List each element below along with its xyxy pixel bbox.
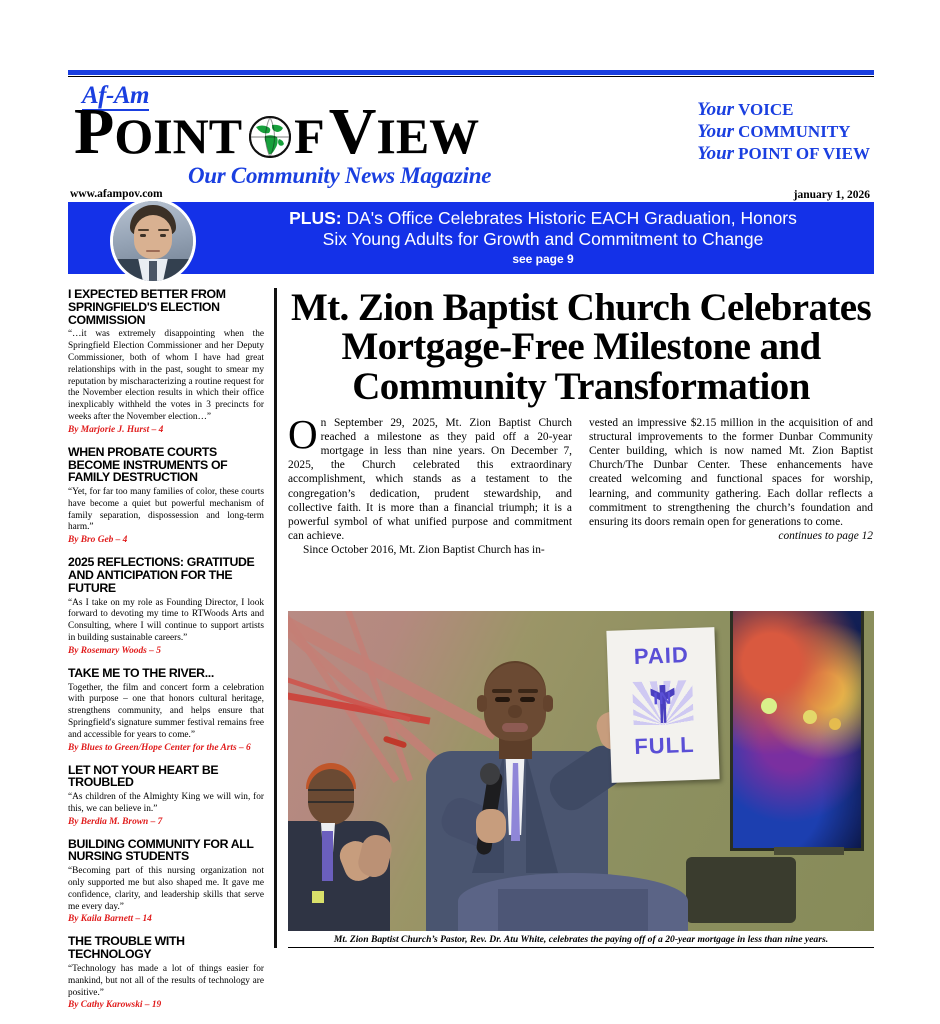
- plus-banner-text: [218, 208, 868, 266]
- sidebar-item-quote: “Becoming part of this nursing organization not only supported me but also shaped me. It gave me confidence, clarity, and leadership skills that serve me every day.”: [68, 866, 264, 912]
- sidebar-item-headline: THE TROUBLE WITH TECHNOLOGY: [68, 934, 185, 962]
- slogan-rest-1: VOICE: [738, 100, 794, 119]
- avatar-suit-left: [112, 259, 144, 284]
- sidebar-item-headline: LET NOT YOUR HEART BE TROUBLED: [68, 762, 219, 790]
- slogan-your-1: Your: [697, 99, 735, 120]
- masthead-body: [68, 77, 874, 187]
- photo-chair: [686, 857, 796, 923]
- column-divider-rule: [274, 288, 277, 948]
- list-item[interactable]: [68, 556, 264, 656]
- sidebar-item-byline: By Rosemary Woods – 5: [68, 645, 161, 656]
- photo-podium-body: [498, 889, 648, 931]
- slogan-voice: [697, 99, 870, 121]
- sidebar-item-headline: 2025 REFLECTIONS: GRATITUDE AND ANTICIPATION FOR THE FUTURE: [68, 555, 255, 595]
- sidebar-item-quote: Together, the film and concert form a celebration with purpose – one that honors cultural heritage, strengthens community, and helps ensure that Springfield's signature summer festival remains free and accessible for years to come.”: [68, 682, 264, 740]
- photo-caption: Mt. Zion Baptist Church’s Pastor, Rev. Dr. Atu White, celebrates the paying off of a 20-year mortgage in less than nine years.: [333, 934, 829, 945]
- story-column-right: [589, 416, 873, 557]
- screen-light-dot: [829, 718, 841, 730]
- banner-portrait-avatar: [110, 198, 196, 284]
- pastor-mouth: [502, 723, 528, 732]
- sidebar-contents-list: [68, 288, 264, 1021]
- photo-seated-man: [288, 763, 404, 931]
- sign-text-paid: PAID: [633, 642, 690, 669]
- drop-cap: O: [288, 411, 318, 458]
- pastor-brow-right: [518, 689, 538, 693]
- masthead: [68, 70, 874, 213]
- lapel-pin: [312, 891, 324, 903]
- website-url[interactable]: www.afampov.com: [70, 188, 163, 200]
- list-item[interactable]: [68, 935, 264, 1010]
- sidebar-item-byline: By Bro Geb – 4: [68, 535, 128, 546]
- plus-banner[interactable]: [68, 202, 874, 274]
- sidebar-item-quote: “Technology has made a lot of things easier for mankind, but not all of the results of technology are positive.”: [68, 964, 264, 998]
- sidebar-item-quote: “As children of the Almighty King we will win, for this, we can believe in.”: [68, 792, 264, 814]
- main-photo: [288, 611, 874, 931]
- page-title: Mt. Zion Baptist Church Celebrates Mortgage-Free Milestone and Community Transformation: [290, 286, 872, 408]
- title-letter-p: P: [74, 95, 115, 168]
- story-p1-text: n September 29, 2025, Mt. Zion Baptist Church reached a milestone as they paid off a 20-year mortgage in less than nine years. On December 7, 2025, the Church celebrated this extraordinary accomplishment, which stands as a testament to the congregation’s dedication, prudent stewardship, and collective faith. It is more than a financial triumph; it is a powerful symbol of what unified purpose and commitment can achieve.: [288, 417, 572, 542]
- sidebar-item-headline: TAKE ME TO THE RIVER...: [68, 665, 214, 680]
- slogan-community: [697, 121, 870, 143]
- plus-line1-text: DA's Office Celebrates Historic EACH Graduation, Honors: [341, 208, 797, 228]
- plus-headline-line2: Six Young Adults for Growth and Commitment to Change: [322, 228, 764, 249]
- screen-nebula-image: [733, 611, 861, 848]
- title-view-rest: IEW: [376, 108, 480, 164]
- slogan-rest-3: POINT OF VIEW: [738, 143, 870, 163]
- sign-text-full: FULL: [633, 731, 695, 760]
- sidebar-item-byline: By Blues to Green/Hope Center for the Arts – 6: [68, 742, 251, 753]
- story-paragraph-2: Since October 2016, Mt. Zion Baptist Church has in-: [303, 543, 545, 556]
- issue-date: january 1, 2026: [793, 189, 870, 201]
- story-column-left: [288, 411, 572, 557]
- masthead-kicker: Af-Am: [82, 82, 149, 109]
- sign-text-in: IN: [652, 688, 673, 709]
- photo-screen-stand: [774, 847, 844, 855]
- microphone-head: [480, 763, 500, 785]
- pastor-eye-left: [495, 697, 510, 702]
- screen-light-dot: [761, 698, 777, 714]
- slogan-your-3: Your: [697, 142, 735, 164]
- plus-label: PLUS:: [289, 208, 342, 228]
- sidebar-item-headline: I EXPECTED BETTER FROM SPRINGFIELD'S ELECTION COMMISSION: [68, 287, 226, 327]
- seated-man-tie: [322, 831, 333, 881]
- list-item[interactable]: [68, 764, 264, 827]
- list-item[interactable]: [68, 446, 264, 546]
- eyeglasses-icon: [308, 789, 354, 803]
- plus-see-page[interactable]: see page 9: [512, 252, 574, 267]
- avatar-eye-right: [160, 234, 166, 237]
- avatar-brow-right: [158, 229, 169, 231]
- avatar-tie: [149, 261, 157, 284]
- sidebar-item-headline: BUILDING COMMUNITY FOR ALL NURSING STUDENTS: [68, 836, 254, 864]
- pastor-nose: [508, 705, 522, 718]
- story-columns: [288, 411, 874, 557]
- sidebar-item-quote: “As I take on my role as Founding Director, I look forward to devoting my time to RTWoods Arts and Consulting, where I will continue to support artists in building sustainable careers.”: [68, 597, 264, 643]
- main-story: [288, 288, 874, 557]
- globe-icon: [248, 115, 292, 159]
- plus-headline-line1: [218, 208, 868, 229]
- caption-bottom-rule: [288, 947, 874, 948]
- pastor-eye-right: [520, 697, 535, 702]
- pastor-brow-left: [492, 689, 512, 693]
- sidebar-item-byline: By Marjorie J. Hurst – 4: [68, 424, 164, 435]
- sidebar-item-quote: “…it was extremely disappointing when the Springfield Election Commissioner and her Deputy Commissioner, both of whom I have had great relationships with in the past, sought to smear my reputation by mischaracterizing a routine request for the November election results in which their office inexplicably withheld the votes in 3 precincts for weeks after the November election…”: [68, 329, 264, 422]
- masthead-top-rule: [68, 70, 874, 75]
- story-paragraph-3: vested an impressive $2.15 million in the acquisition of and structural improvements to the former Dunbar Community Center building, which is now named Mt. Zion Baptist Church/The Dunbar Center. These enhancements have created welcoming and functional spaces for worship, learning, and community gathering. Each dollar reflects a commitment to strengthening the church’s foundation and ensuring its doors remain open for generations to come.: [589, 417, 873, 528]
- list-item[interactable]: [68, 838, 264, 925]
- avatar-brow-left: [138, 229, 149, 231]
- sidebar-item-quote: “Yet, for far too many families of color, these courts have become a quiet but powerful mechanism of family separation, dispossession and long-term harm.”: [68, 487, 264, 533]
- avatar-eye-left: [140, 234, 146, 237]
- story-paragraph-1: [288, 411, 572, 543]
- seated-man-clapping-hands: [342, 835, 394, 883]
- continues-to-page[interactable]: continues to page 12: [778, 529, 873, 542]
- avatar-face: [134, 215, 172, 259]
- title-letter-f: F: [294, 108, 325, 164]
- masthead-slogans: [697, 99, 870, 165]
- paid-in-full-sign: [606, 627, 719, 783]
- photo-display-screen: [730, 611, 864, 851]
- list-item[interactable]: [68, 667, 264, 753]
- masthead-tagline: Our Community News Magazine: [188, 163, 492, 188]
- list-item[interactable]: [68, 288, 264, 435]
- sidebar-item-byline: By Berdia M. Brown – 7: [68, 816, 163, 827]
- slogan-rest-2: COMMUNITY: [738, 121, 851, 141]
- slogan-point-of-view: [697, 143, 870, 165]
- pastor-hand-holding-mic: [476, 809, 506, 843]
- pastor-ear-right: [543, 695, 553, 712]
- sidebar-item-headline: WHEN PROBATE COURTS BECOME INSTRUMENTS OF FAMILY DESTRUCTION: [68, 444, 228, 485]
- sidebar-item-byline: By Cathy Karowski – 19: [68, 1000, 162, 1011]
- title-point-rest: OINT: [114, 108, 243, 164]
- screen-light-dot: [803, 710, 817, 724]
- avatar-mouth: [146, 250, 160, 252]
- slogan-your-2: Your: [697, 120, 735, 142]
- sidebar-item-byline: By Kaila Barnett – 14: [68, 914, 152, 925]
- avatar-suit-right: [162, 259, 194, 284]
- title-letter-v: V: [328, 95, 377, 168]
- pastor-ear-left: [477, 695, 487, 712]
